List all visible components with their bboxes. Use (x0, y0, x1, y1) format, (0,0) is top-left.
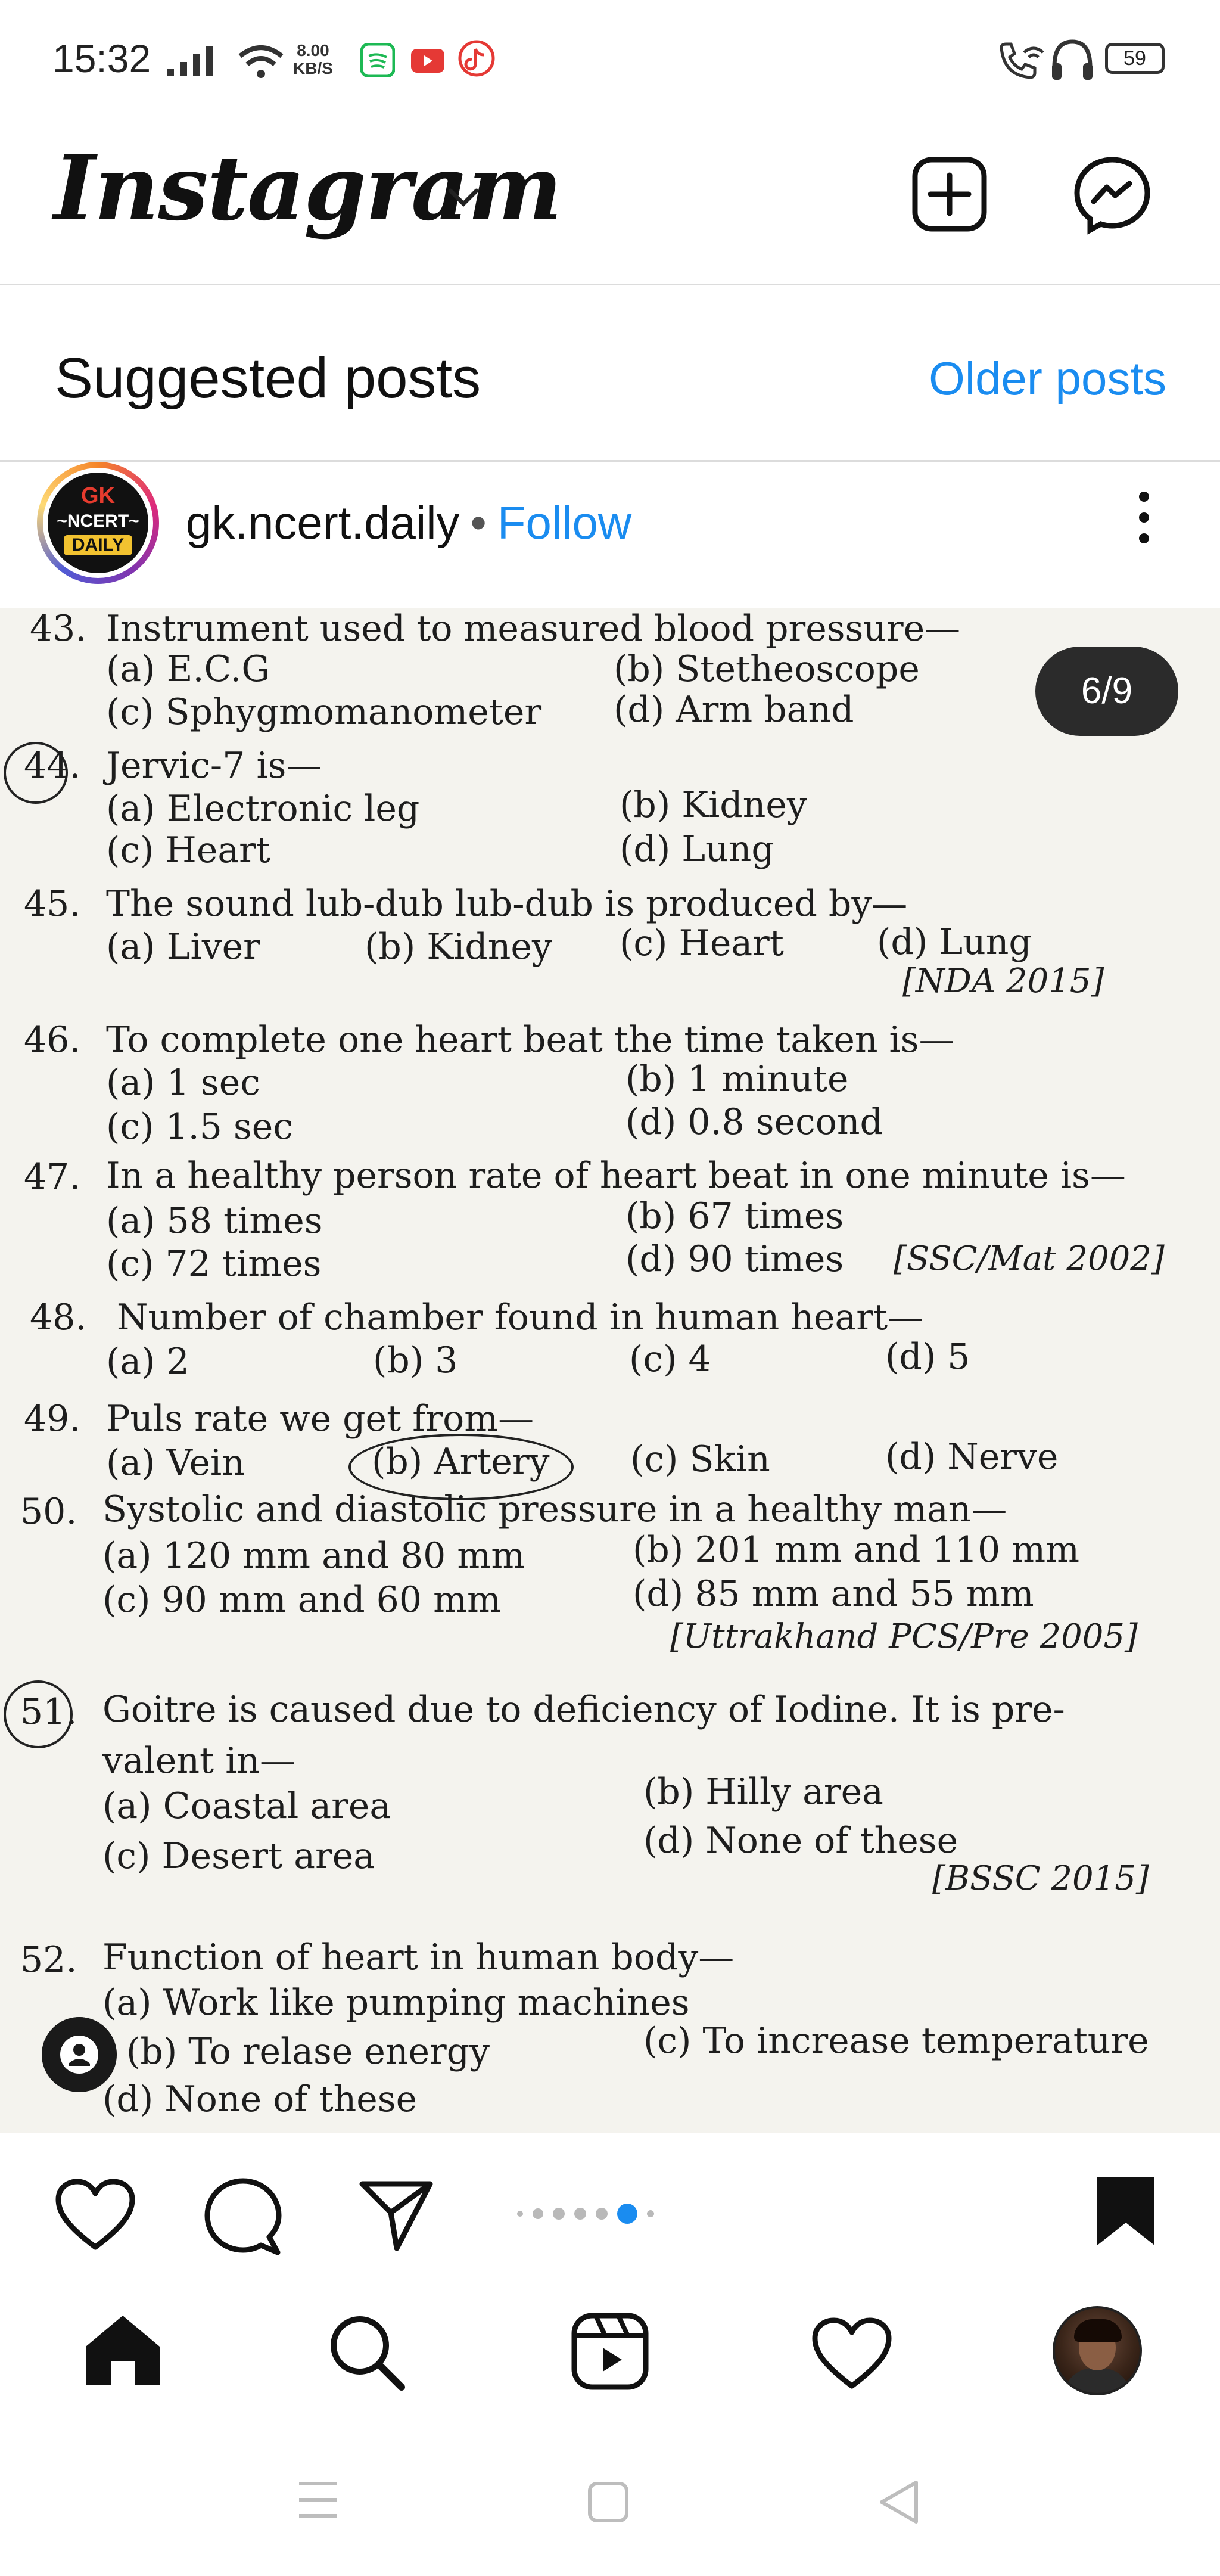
section-divider (0, 460, 1220, 462)
separator-dot: • (470, 496, 487, 549)
option: (d) Lung (620, 828, 774, 870)
option: (a) Electronic leg (106, 788, 420, 829)
option: (a) Coastal area (102, 1785, 391, 1827)
headphones-icon (1048, 37, 1096, 82)
reels-icon[interactable] (571, 2312, 649, 2391)
option: (b) Kidney (365, 926, 552, 968)
option: (b) 1 minute (625, 1058, 849, 1100)
option: (c) Heart (106, 829, 270, 871)
older-posts-link[interactable]: Older posts (929, 352, 1166, 405)
option: (b) Stetheoscope (614, 648, 920, 690)
option: (c) 90 mm and 60 mm (102, 1579, 501, 1621)
question-text: Goitre is caused due to deficiency of Iodine. It is pre- (102, 1689, 1065, 1730)
question-number: 44. (24, 745, 81, 787)
option: (d) None of these (643, 1820, 958, 1862)
activity-heart-icon[interactable] (811, 2317, 892, 2391)
wifi-icon (237, 42, 285, 81)
header-divider (0, 284, 1220, 285)
comment-icon[interactable] (203, 2175, 284, 2256)
question-text: Jervic-7 is— (106, 745, 322, 787)
question-number: 52. (20, 1939, 77, 1981)
question-text: Number of chamber found in human heart— (117, 1297, 924, 1338)
option: (b) Artery (372, 1441, 550, 1483)
option: (b) Hilly area (643, 1771, 883, 1813)
carousel-indicator (512, 2204, 659, 2224)
wifi-calling-icon (998, 39, 1045, 81)
send-icon[interactable] (357, 2178, 435, 2252)
question-text: Function of heart in human body— (102, 1937, 735, 1978)
option: (a) E.C.G (106, 648, 270, 690)
option: (b) To relase energy (126, 2031, 490, 2072)
back-icon[interactable] (878, 2479, 920, 2525)
instagram-logo[interactable]: Instagram (54, 136, 561, 241)
youtube-icon (411, 49, 444, 73)
question-text: The sound lub-dub lub-dub is produced by— (106, 883, 908, 925)
home-icon[interactable] (83, 2313, 162, 2387)
tagged-user-icon[interactable] (42, 2017, 117, 2092)
option: (d) 5 (885, 1336, 970, 1378)
post-image[interactable] (0, 608, 1220, 2133)
spotify-icon (360, 43, 395, 77)
account-avatar[interactable]: GK ~NCERT~ DAILY (37, 462, 159, 584)
carousel-dot-active (617, 2204, 637, 2224)
question-text-continued: valent in— (102, 1740, 296, 1782)
question-number: 45. (24, 883, 81, 925)
option: (a) 2 (106, 1341, 189, 1382)
option: (d) Arm band (614, 689, 854, 731)
question-text: In a healthy person rate of heart beat in one minute is— (106, 1155, 1126, 1197)
option: (b) 3 (373, 1340, 458, 1381)
question-number: 43. (30, 608, 87, 650)
heart-icon[interactable] (55, 2178, 136, 2252)
option: (c) Desert area (102, 1835, 375, 1877)
option: (c) 1.5 sec (106, 1106, 293, 1148)
option: (c) Sphygmomanometer (106, 691, 542, 733)
option: (a) Liver (106, 926, 260, 968)
option: (c) Skin (630, 1438, 770, 1480)
question-text: To complete one heart beat the time taken is— (106, 1019, 955, 1061)
option: (d) None of these (102, 2078, 418, 2120)
network-speed: 8.00 KB/S (293, 41, 333, 77)
post-account-line (186, 496, 631, 550)
option: (b) 67 times (625, 1195, 844, 1237)
status-time: 15:32 (52, 36, 151, 80)
tiktok-icon (458, 39, 496, 77)
plus-square-icon[interactable] (911, 156, 988, 232)
slide-counter: 6/9 (1035, 647, 1178, 736)
follow-button[interactable]: Follow (497, 496, 632, 549)
option: (d) Lung (877, 921, 1032, 963)
messenger-icon[interactable] (1072, 155, 1152, 235)
signal-icon (167, 46, 222, 77)
bookmark-icon[interactable] (1095, 2175, 1157, 2248)
option: (b) Kidney (620, 784, 807, 826)
option: (a) 58 times (106, 1200, 323, 1242)
option: (d) 85 mm and 55 mm (633, 1573, 1034, 1615)
option: (a) Vein (106, 1442, 245, 1484)
question-source: [Uttrakhand PCS/Pre 2005] (670, 1617, 1138, 1656)
question-text: Systolic and diastolic pressure in a healthy man— (102, 1489, 1007, 1530)
question-number: 49. (24, 1398, 81, 1440)
question-text: Instrument used to measured blood pressure— (106, 608, 961, 650)
battery-indicator: 59 (1105, 43, 1165, 74)
section-title: Suggested posts (55, 346, 481, 410)
option: (d) 90 times (625, 1238, 844, 1280)
search-icon[interactable] (326, 2312, 406, 2392)
question-source: [SSC/Mat 2002] (894, 1239, 1165, 1278)
question-text: Puls rate we get from— (106, 1398, 534, 1440)
question-number: 48. (30, 1297, 87, 1338)
question-number: 46. (24, 1019, 81, 1061)
option: (c) To increase temperature (643, 2020, 1149, 2062)
option: (d) Nerve (885, 1436, 1059, 1478)
more-options-icon[interactable] (1135, 492, 1153, 554)
profile-avatar[interactable] (1053, 2306, 1142, 2395)
option: (a) Work like pumping machines (102, 1982, 690, 2024)
option: (c) 4 (629, 1338, 711, 1380)
option: (b) 201 mm and 110 mm (633, 1529, 1080, 1571)
option: (a) 1 sec (106, 1062, 260, 1104)
question-source: [BSSC 2015] (932, 1859, 1149, 1898)
question-number: 51. (20, 1691, 77, 1733)
question-number: 50. (20, 1491, 77, 1533)
status-bar (0, 0, 1220, 119)
account-username[interactable]: gk.ncert.daily (186, 496, 460, 549)
question-number: 47. (24, 1156, 81, 1198)
chevron-down-icon[interactable] (446, 185, 481, 209)
option: (a) 120 mm and 80 mm (102, 1535, 525, 1577)
option: (d) 0.8 second (625, 1101, 883, 1143)
option: (c) Heart (620, 922, 784, 964)
menu-icon[interactable] (297, 2480, 340, 2519)
option: (c) 72 times (106, 1243, 322, 1285)
question-source: [NDA 2015] (902, 962, 1104, 1000)
home-square-icon[interactable] (587, 2481, 629, 2523)
